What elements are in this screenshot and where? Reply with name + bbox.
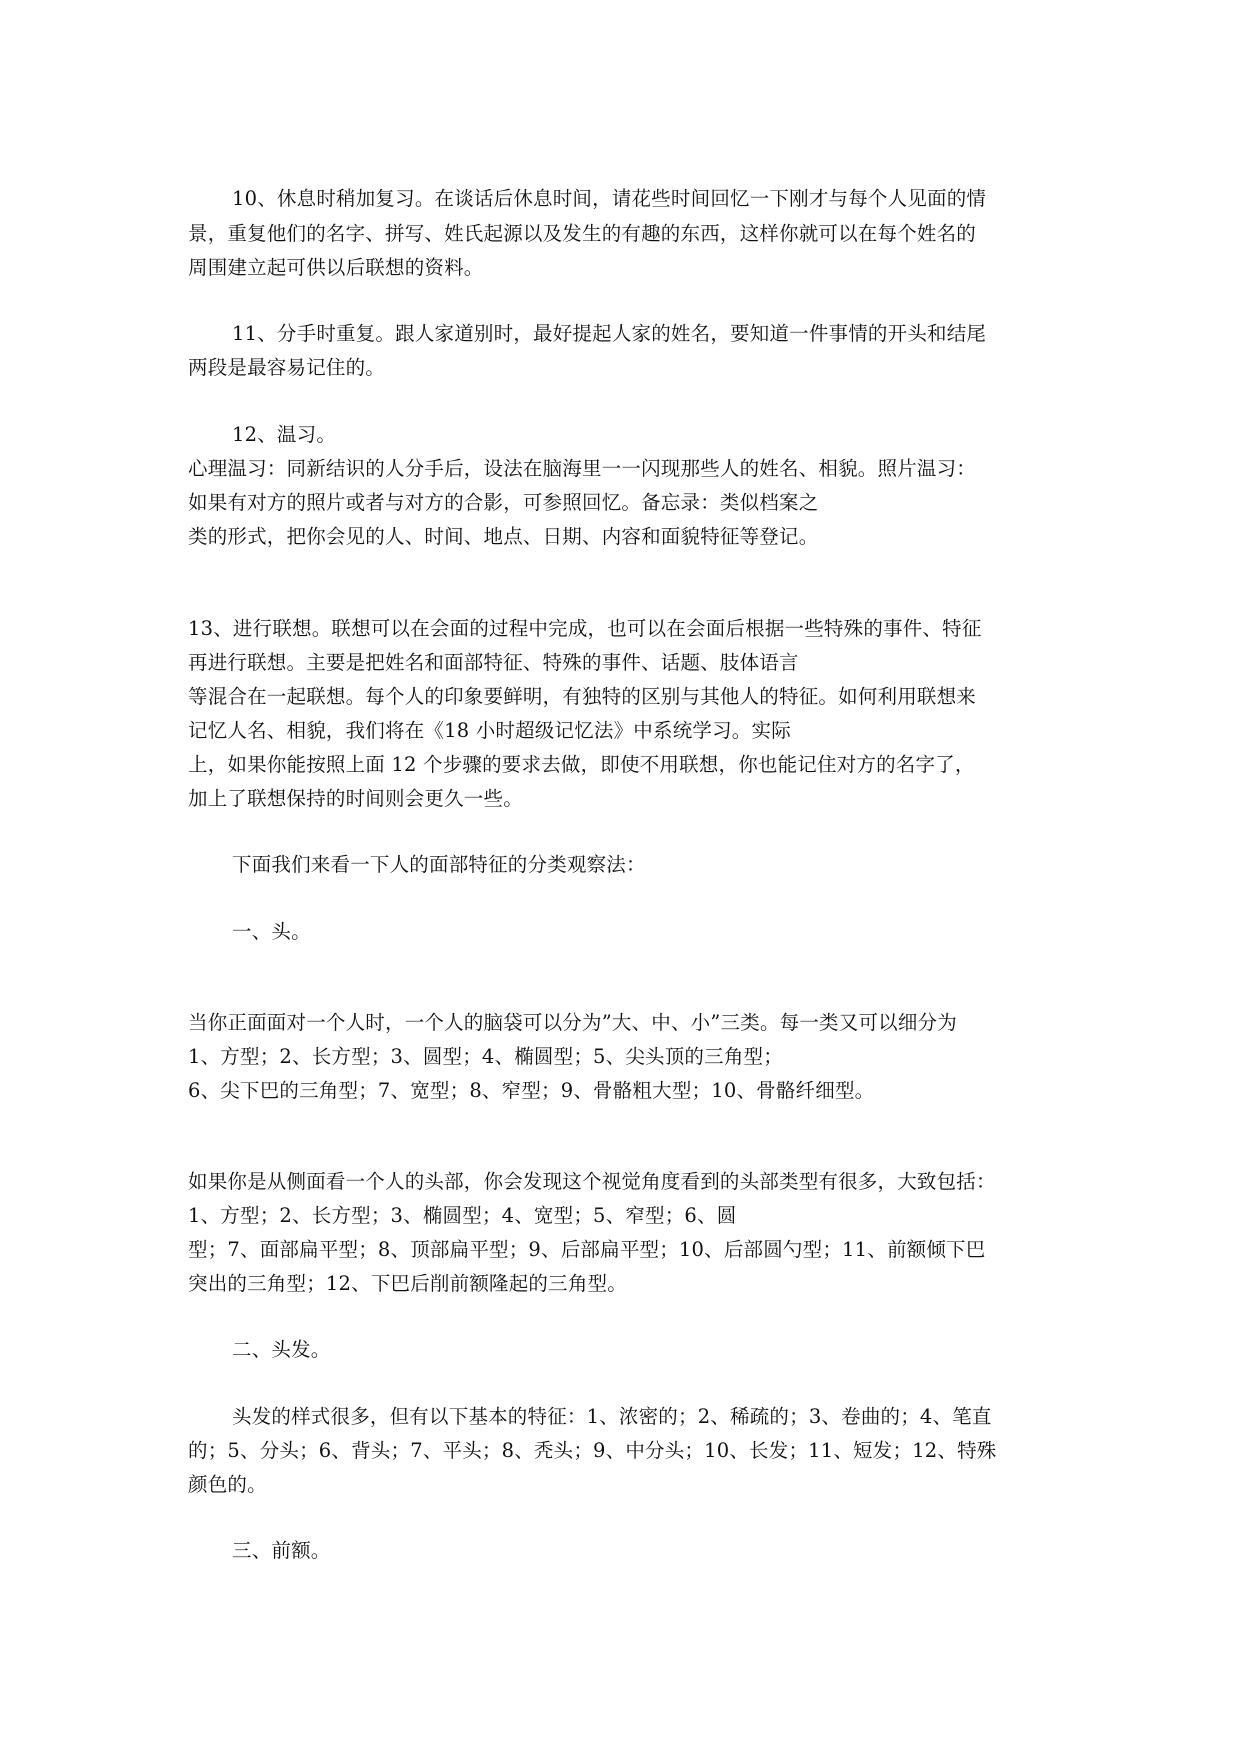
- hair-line-2: 的；5、分头；6、背头；7、平头；8、秃头；9、中分头；10、长发；11、短发；12、特殊: [188, 1439, 997, 1462]
- section-intro: 下面我们来看一下人的面部特征的分类观察法：: [232, 853, 646, 876]
- paragraph-12-heading: 12、温习。: [232, 423, 337, 446]
- paragraph-12-line-3: 类的形式，把你会见的人、时间、地点、日期、内容和面貌特征等登记。: [188, 525, 819, 548]
- hair-line-1: 头发的样式很多，但有以下基本的特征：1、浓密的；2、稀疏的；3、卷曲的；4、笔直: [232, 1405, 992, 1428]
- heading-hair: 二、头发。: [232, 1338, 331, 1361]
- paragraph-10-line-3: 周围建立起可供以后联想的资料。: [188, 256, 484, 279]
- head-front-line-1: 当你正面面对一个人时，一个人的脑袋可以分为”大、中、小”三类。每一类又可以细分为: [188, 1011, 957, 1034]
- paragraph-13-line-4: 记忆人名、相貌，我们将在《18 小时超级记忆法》中系统学习。实际: [188, 719, 791, 742]
- paragraph-11-line-1: 11、分手时重复。跟人家道别时，最好提起人家的姓名，要知道一件事情的开头和结尾: [232, 322, 987, 345]
- head-side-line-3: 型；7、面部扁平型；8、顶部扁平型；9、后部扁平型；10、后部圆勺型；11、前额倾下巴: [188, 1238, 986, 1261]
- heading-forehead: 三、前额。: [232, 1539, 331, 1562]
- paragraph-13-line-1: 13、进行联想。联想可以在会面的过程中完成，也可以在会面后根据一些特殊的事件、特征: [188, 617, 982, 640]
- paragraph-11-line-2: 两段是最容易记住的。: [188, 356, 386, 379]
- head-side-line-1: 如果你是从侧面看一个人的头部，你会发现这个视觉角度看到的头部类型有很多，大致包括：: [188, 1170, 996, 1193]
- paragraph-13-line-6: 加上了联想保持的时间则会更久一些。: [188, 787, 523, 810]
- paragraph-10-line-2: 景，重复他们的名字、拼写、姓氏起源以及发生的有趣的东西，这样你就可以在每个姓名的: [188, 222, 977, 245]
- head-side-line-4: 突出的三角型；12、下巴后削前额隆起的三角型。: [188, 1272, 627, 1295]
- paragraph-12-line-1: 心理温习：同新结识的人分手后，设法在脑海里一一闪现那些人的姓名、相貌。照片温习：: [188, 457, 977, 480]
- head-side-line-2: 1、方型；2、长方型；3、椭圆型；4、宽型；5、窄型；6、圆: [188, 1204, 737, 1227]
- head-front-line-3: 6、尖下巴的三角型；7、宽型；8、窄型；9、骨骼粗大型；10、骨骼纤细型。: [188, 1079, 875, 1102]
- heading-head: 一、头。: [232, 920, 311, 943]
- head-front-line-2: 1、方型；2、长方型；3、圆型；4、椭圆型；5、尖头顶的三角型；: [188, 1045, 783, 1068]
- paragraph-13-line-2: 再进行联想。主要是把姓名和面部特征、特殊的事件、话题、肢体语言: [188, 651, 799, 674]
- paragraph-13-line-3: 等混合在一起联想。每个人的印象要鲜明，有独特的区别与其他人的特征。如何利用联想来: [188, 685, 977, 708]
- paragraph-13-line-5: 上，如果你能按照上面 12 个步骤的要求去做，即使不用联想，你也能记住对方的名字了，: [188, 753, 975, 776]
- hair-line-3: 颜色的。: [188, 1473, 267, 1496]
- paragraph-10-line-1: 10、休息时稍加复习。在谈话后休息时间，请花些时间回忆一下刚才与每个人见面的情: [232, 187, 987, 210]
- paragraph-12-line-2: 如果有对方的照片或者与对方的合影，可参照回忆。备忘录：类似档案之: [188, 491, 819, 514]
